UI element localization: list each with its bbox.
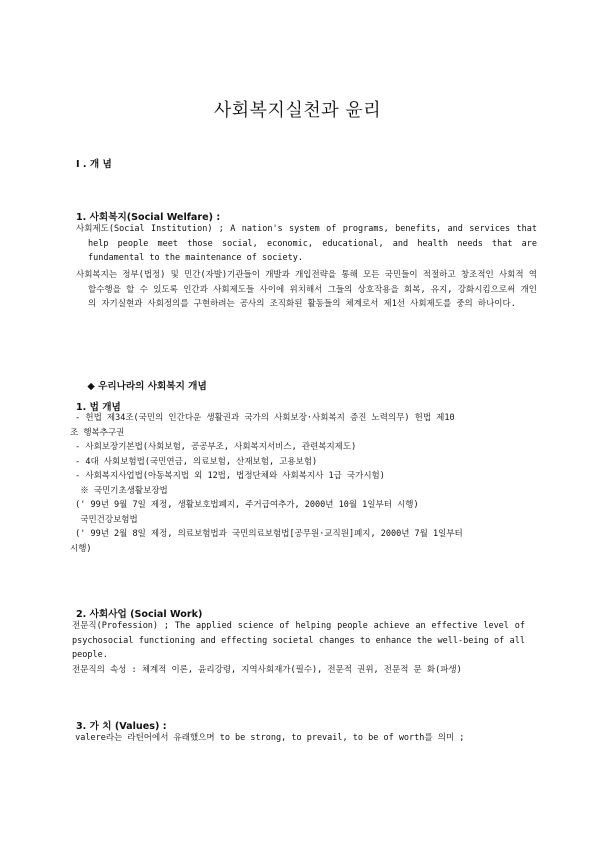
values-definition: valere라는 라틴어에서 유래했으며 to be strong, to prevail, to be of worth를 의미 ; <box>70 733 465 743</box>
section-heading-concepts: I . 개 념 <box>76 159 112 170</box>
law-line: 국민건강보험법 <box>70 514 138 525</box>
heading-korea-concept <box>74 367 207 403</box>
heading-social-welfare: 1. 사회복지(Social Welfare) : <box>76 212 221 223</box>
profession-attributes: 전문직의 속성 : 체계적 이론, 윤리강령, 지역사회재가(필수), 전문적 권위, 전문적 문 화(파생) <box>72 665 462 675</box>
heading-social-work: 2. 사회사업 (Social Work) <box>76 609 203 620</box>
law-line: ※ 국민기초생활보장법 <box>70 485 168 496</box>
law-list <box>70 411 530 556</box>
law-line: - 헌법 제34조(국민의 인간다운 생활권과 국가의 사회보장·사회복지 증진 노력의무) 헌법 제10 <box>70 413 455 423</box>
law-line: - 사회보장기본법(사회보험, 공공부조, 사회복지서비스, 관련복지제도) <box>70 442 357 452</box>
social-work-definition: 전문직(Profession) ; The applied science of helping people achieve an effective level of psychosocial functioning and effecting societal changes to enhance the well-being of all people. <box>72 621 525 660</box>
law-line: (' 99년 2월 8일 제정, 의료보험법과 국민의료보험법[공무원·교직원]폐지, 2000년 7월 1일부터 <box>70 529 463 539</box>
social-welfare-description: 사회복지는 정부(법정) 및 민간(자발)기관들이 개발과 개입전략을 통해 모든 국민들이 적절하고 창조적인 사회적 역할수행을 할 수 있도록 인간과 사회제도들 사이에 위치해서 그들의 상호작용을 회복, 유지, 강화시킴으로써 개인의 자기실현과 사회정의를 구현하려는 공사의 조직화된 활동들의 체계로서 제1선 사회제도를 중의 하나이다. <box>76 270 537 309</box>
law-line: - 사회복지사업법(아동복지법 외 12법, 법정단체와 사회복지사 1급 국가시험) <box>70 471 385 481</box>
law-line: 조 행복추구권 <box>70 427 125 438</box>
heading-law-concept: 1. 법 개념 <box>76 402 121 413</box>
korea-heading-label: 우리나라의 사회복지 개념 <box>98 381 207 392</box>
social-welfare-definition: 사회제도(Social Institution) ; A nation's system of programs, benefits, and services that help people meet those social, economic, educational, and health needs that are fundamental to the maintenance of society. <box>76 224 537 263</box>
law-line: 시행) <box>70 543 92 554</box>
law-line: - 4대 사회보험법(국민연금, 의료보험, 산재보험, 고용보험) <box>70 456 318 467</box>
law-line: (' 99년 9월 7일 제정, 생활보호법폐지, 주거급여추가, 2000년 10월 1일부터 시행) <box>70 500 419 510</box>
page-title: 사회복지실천과 윤리 <box>213 100 382 121</box>
heading-values: 3. 가 치 (Values) : <box>76 721 167 732</box>
diamond-bullet-icon: ◆ <box>87 381 99 392</box>
